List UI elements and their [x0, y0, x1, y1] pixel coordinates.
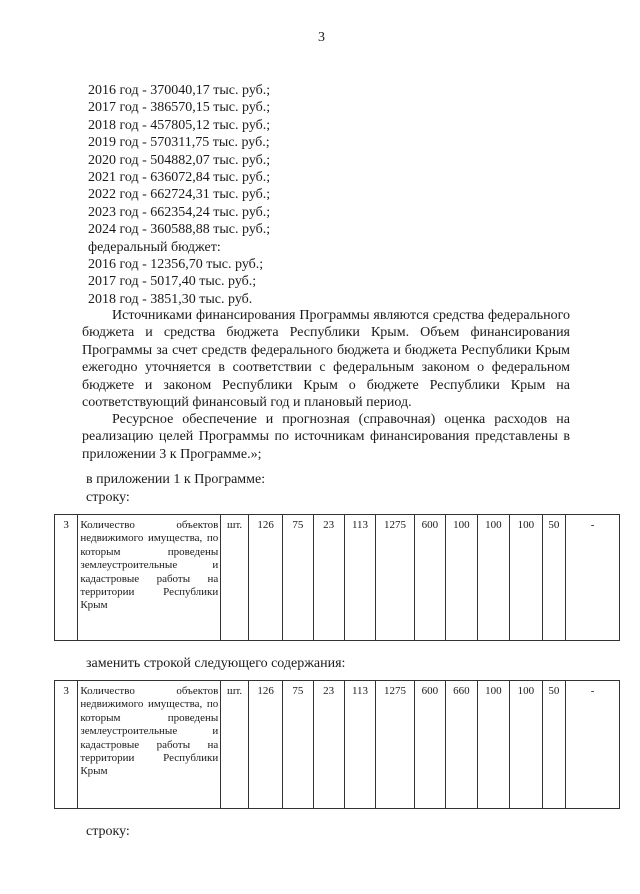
year-total-line: 2016 год - 370040,17 тыс. руб.;	[88, 83, 271, 98]
value-cell: 113	[344, 515, 375, 641]
replace-line: заменить строкой следующего содержания:	[86, 656, 346, 671]
year-total-line: 2022 год - 662724,31 тыс. руб.;	[88, 187, 271, 203]
value-cell: 100	[446, 515, 478, 641]
year-total-line: 2021 год - 636072,84 тыс. руб.;	[88, 170, 271, 186]
value-cell: 50	[542, 681, 566, 809]
value-cell: 75	[283, 515, 313, 641]
value-cell: 600	[414, 515, 446, 641]
value-cell: 1275	[376, 515, 414, 641]
year-total-line: 2018 год - 457805,12 тыс. руб.;	[88, 117, 271, 133]
value-cell: 100	[510, 681, 542, 809]
last-cell: -	[566, 681, 620, 809]
value-cell: 100	[477, 515, 509, 641]
row-label-line: строку:	[86, 490, 130, 505]
value-cell: 660	[446, 681, 478, 809]
value-cell: 113	[344, 681, 375, 809]
unit-cell: шт.	[221, 515, 249, 641]
value-cell: 75	[283, 681, 313, 809]
year-federal-line: 2018 год - 3851,30 тыс. руб.	[88, 291, 253, 307]
row-number: 3	[55, 515, 78, 641]
year-federal-line: 2016 год - 12356,70 тыс. руб.;	[88, 257, 264, 273]
table-row	[55, 681, 620, 809]
year-total-line: 2023 год - 662354,24 тыс. руб.;	[88, 204, 271, 220]
year-total-line: 2017 год - 386570,15 тыс. руб.;	[88, 100, 271, 116]
value-cell: 1275	[376, 681, 414, 809]
resources-paragraph: Ресурсное обеспечение и прогнозная (справочная) оценка расходов на реализацию целей Программы по источникам финансирования представлены в приложении 3 к Программе.»;	[82, 412, 570, 462]
year-federal-line: 2017 год - 5017,40 тыс. руб.;	[88, 274, 257, 290]
table-row	[55, 515, 620, 641]
unit-cell: шт.	[221, 681, 249, 809]
year-total-line: 2020 год - 504882,07 тыс. руб.;	[88, 152, 271, 168]
value-cell: 126	[248, 681, 282, 809]
year-total-line: 2019 год - 570311,75 тыс. руб.;	[88, 135, 270, 151]
value-cell: 23	[313, 681, 344, 809]
row-number: 3	[55, 681, 78, 809]
value-cell: 100	[510, 515, 542, 641]
financing-sources-paragraph: Источниками финансирования Программы являются средства федерального бюджета и средства бюджета Республики Крым. Объем финансирования Программы за счет средств федерального бюджета и бюджета Республики Крым ежегодно уточняется в соответствии с федеральным законом о федеральном бюджете и законом Республики Крым о бюджете Республики Крым на соответствующий финансовый год и плановый период.	[82, 308, 570, 411]
value-cell: 23	[313, 515, 344, 641]
appendix-line: в приложении 1 к Программе:	[86, 472, 266, 487]
year-total-line: 2024 год - 360588,88 тыс. руб.;	[88, 222, 271, 238]
row-description: Количество объектов недвижимого имущества, по которым проведены землеустроительные и кадастровые работы на территории Республики Крым	[78, 681, 221, 809]
new-row-table	[54, 680, 620, 809]
page-number: 3	[318, 30, 325, 45]
old-row-table	[54, 514, 620, 641]
federal-budget-label: федеральный бюджет:	[88, 239, 221, 255]
value-cell: 50	[542, 515, 566, 641]
value-cell: 600	[414, 681, 446, 809]
financing-by-year-list	[88, 82, 270, 308]
value-cell: 100	[477, 681, 509, 809]
row-label-line: строку:	[86, 824, 130, 839]
row-description: Количество объектов недвижимого имущества, по которым проведены землеустроительные и кадастровые работы на территории Республики Крым	[78, 515, 221, 641]
last-cell: -	[566, 515, 620, 641]
value-cell: 126	[248, 515, 282, 641]
